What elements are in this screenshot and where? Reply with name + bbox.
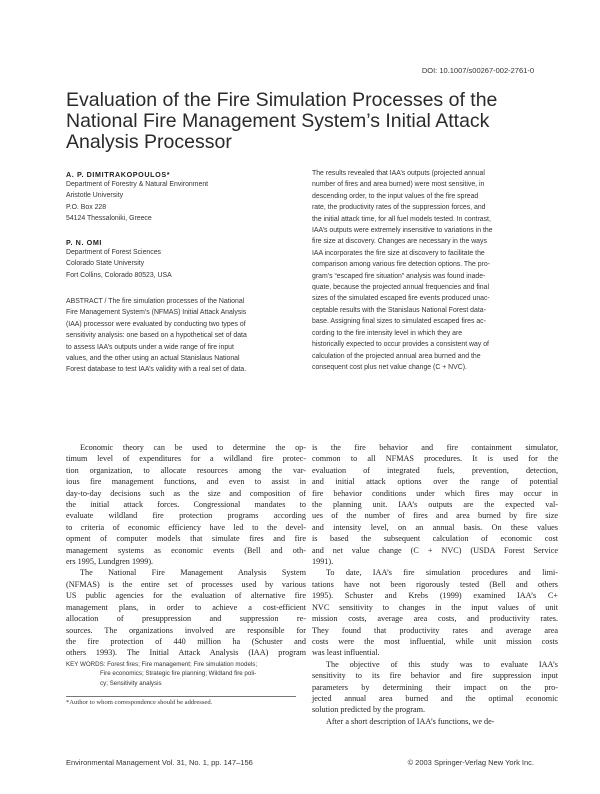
body-column-right bbox=[312, 442, 558, 727]
affiliation-line: Colorado State University bbox=[66, 260, 145, 268]
abstract-line: to assess IAA’s outputs under a wide range of fire input bbox=[66, 343, 234, 351]
author-affiliation bbox=[66, 247, 172, 281]
body-line: Economic theory can be used to determine the op- bbox=[80, 443, 306, 452]
body-line: management systems as economic events (Bell and oth- bbox=[66, 545, 306, 555]
abstract-line: historically expected to occur provides a consistent way of bbox=[312, 341, 489, 349]
body-line: evaluation of integrated fuels, prevention, detection, bbox=[312, 465, 558, 475]
body-line: ues of the number of fires and area burned by fire size bbox=[312, 511, 558, 521]
body-line: the fire protection of 440 million ha (Schuster and bbox=[66, 636, 306, 646]
keywords-line: cy; Sensitivity analysis bbox=[100, 679, 162, 687]
body-line: parameters by determining their impact on the pro- bbox=[312, 682, 558, 692]
keywords bbox=[66, 660, 257, 688]
body-line: the initial attack forces. Congressional mandates to bbox=[66, 500, 306, 510]
abstract-line: ceptable results with the Stanislaus National Forest data- bbox=[312, 306, 486, 314]
title-line: Evaluation of the Fire Simulation Processes of the bbox=[66, 89, 498, 111]
abstract-line: IAA’s outputs were extremely insensitive to variations in the bbox=[312, 227, 493, 235]
footnote: *Author to whom correspondence should be addressed. bbox=[66, 699, 213, 706]
body-line: The National Fire Management Analysis System bbox=[80, 568, 306, 578]
affiliation-line: Fort Collins, Colorado 80523, USA bbox=[66, 271, 172, 279]
abstract-line: descending order, to the input values of the fire spread bbox=[312, 192, 479, 200]
abstract-line: Forest database to test IAA’s validity with a real set of data. bbox=[66, 366, 247, 374]
body-line: costs were the most influential, while unit mission costs bbox=[312, 636, 558, 646]
body-line: US public agencies for the evaluation of alternative fire bbox=[66, 591, 306, 601]
abstract-line: values, and the other using an actual Stanislaus National bbox=[66, 355, 240, 363]
author-block bbox=[66, 238, 172, 281]
title-line: National Fire Management System’s Initial Attack bbox=[66, 110, 490, 132]
affiliation-line: P.O. Box 228 bbox=[66, 203, 107, 211]
abstract-line: base. Assigning final sizes to simulated escaped fires ac- bbox=[312, 318, 486, 326]
body-column-left bbox=[66, 442, 306, 659]
abstract-line: the initial attack time, for all fuel models tested. In contrast, bbox=[312, 215, 491, 223]
abstract-line: (IAA) processor were evaluated by conducting two types of bbox=[66, 320, 246, 328]
body-line: and intensity level, on an annual basis. On these values bbox=[312, 522, 558, 532]
body-line: solution predicted by the program. bbox=[312, 705, 426, 715]
affiliation-line: Department of Forestry & Natural Environment bbox=[66, 181, 209, 188]
abstract-line: sizes of the simulated escaped fire events produced unac- bbox=[312, 295, 490, 303]
journal-citation: Environmental Management Vol. 31, No. 1, pp. 147–156 bbox=[66, 758, 253, 767]
abstract-line: consequent cost plus net value change (C + NVC). bbox=[312, 363, 467, 371]
abstract-line: Fire Management System’s (NFMAS) Initial Attack Analysis bbox=[66, 309, 247, 317]
doi: DOI: 10.1007/s00267-002-2761-0 bbox=[421, 66, 534, 75]
abstract-line: rate, the productivity rates of the suppression forces, and bbox=[312, 204, 486, 212]
body-line: is based the subsequent calculation of economic cost bbox=[312, 534, 558, 544]
abstract-line: gram’s “escaped fire situation” analysis was found inade- bbox=[312, 272, 486, 280]
body-line: is the fire behavior and fire containment simulator, bbox=[312, 443, 558, 452]
body-line: NVC sensitivity to changes in the input values of unit bbox=[312, 602, 558, 612]
body-line: day-to-day decisions such as the size and composition of bbox=[66, 488, 306, 498]
keywords-line: KEY WORDS: Forest fires; Fire management; Fire simulation models; bbox=[66, 661, 258, 668]
title-line: Analysis Processor bbox=[66, 131, 232, 153]
article-title bbox=[66, 90, 526, 153]
abstract-line: comparison among various fire detection options. The pro- bbox=[312, 261, 490, 269]
body-line: ers 1995, Lundgren 1999). bbox=[66, 557, 154, 567]
body-line: tations have not been rigorously tested (Bell and others bbox=[312, 579, 558, 589]
body-line: tion organization, to allocate resources among the var- bbox=[66, 465, 306, 475]
body-line: sources. The organizations involved are responsible for bbox=[66, 625, 306, 635]
affiliation-line: 54124 Thessaloniki, Greece bbox=[66, 215, 152, 223]
abstract-line: sensitivity analysis: one based on a hypothetical set of data bbox=[66, 332, 247, 340]
body-line: opment of computer models that simulate fires and fire bbox=[66, 534, 306, 544]
abstract-right bbox=[312, 168, 493, 373]
body-line: sensitivity to its fire behavior and fire suppression input bbox=[312, 671, 558, 681]
body-line: the planning unit. IAA’s outputs are the expected val- bbox=[312, 500, 558, 510]
author-name: P. N. OMI bbox=[66, 238, 103, 247]
body-line: 1991). bbox=[312, 557, 334, 567]
body-line: evaluate wildland fire protection programs according bbox=[66, 511, 306, 521]
body-line: ious fire management functions, and even to assist in bbox=[66, 477, 306, 487]
keywords-line: Fire economics; Strategic fire planning; Wildland fire poli- bbox=[100, 670, 257, 678]
footnote-divider bbox=[66, 696, 296, 697]
abstract-line: calculation of the projected annual area burned and the bbox=[312, 352, 481, 360]
affiliation-line: Department of Forest Sciences bbox=[66, 249, 161, 256]
body-line: 1995). Schuster and Krebs (1999) examined IAA’s C+ bbox=[312, 591, 558, 601]
abstract-line: ABSTRACT / The fire simulation processes of the National bbox=[66, 298, 245, 305]
copyright: © 2003 Springer-Verlag New York Inc. bbox=[407, 758, 534, 767]
abstract-left bbox=[66, 296, 247, 376]
body-line: jected annual area burned and the optimal economic bbox=[312, 693, 558, 703]
body-line: management plans, in order to achieve a cost-efficient bbox=[66, 602, 306, 612]
body-line: mission costs, average area costs, and productivity rates. bbox=[312, 614, 558, 624]
body-line: others 1993). The Initial Attack Analysis (IAA) program bbox=[66, 648, 306, 658]
abstract-line: cording to the fire intensity level in which they are bbox=[312, 329, 463, 337]
body-line: timum level of expenditures for a wildland fire protec- bbox=[66, 454, 306, 464]
body-line: to criteria of economic efficiency have led to the devel- bbox=[66, 522, 306, 532]
abstract-line: quate, because the projected annual frequencies and final bbox=[312, 284, 489, 292]
body-line: allocation of presuppression and suppression re- bbox=[66, 614, 306, 624]
body-line: fire behavior conditions under which fires may occur in bbox=[312, 488, 558, 498]
author-name: A. P. DIMITRAKOPOULOS* bbox=[66, 170, 171, 179]
body-line: common to all NFMAS procedures. It is used for the bbox=[312, 454, 558, 464]
body-line: The objective of this study was to evaluate IAA’s bbox=[326, 659, 558, 669]
body-line: was least influential. bbox=[312, 648, 380, 658]
body-line: (NFMAS) is the entire set of processes used by various bbox=[66, 579, 306, 589]
body-line: To date, IAA’s fire simulation procedures and limi- bbox=[326, 568, 558, 578]
abstract-line: The results revealed that IAA’s outputs (projected annual bbox=[312, 170, 485, 177]
abstract-line: fire size at discovery. Changes are necessary in the ways bbox=[312, 238, 487, 246]
body-line: After a short description of IAA’s functions, we de- bbox=[326, 716, 495, 726]
affiliation-line: Aristotle University bbox=[66, 192, 124, 200]
abstract-line: IAA incorporates the fire size at discovery to facilitate the bbox=[312, 249, 485, 257]
author-block bbox=[66, 170, 208, 225]
author-affiliation bbox=[66, 179, 208, 225]
body-line: and net value change (C + NVC) (USDA Forest Service bbox=[312, 545, 558, 555]
body-line: and initial attack options over the range of potential bbox=[312, 477, 558, 487]
abstract-line: number of fires and area burned) were most sensitive, in bbox=[312, 181, 485, 189]
body-line: They found that productivity rates and average area bbox=[312, 625, 558, 635]
